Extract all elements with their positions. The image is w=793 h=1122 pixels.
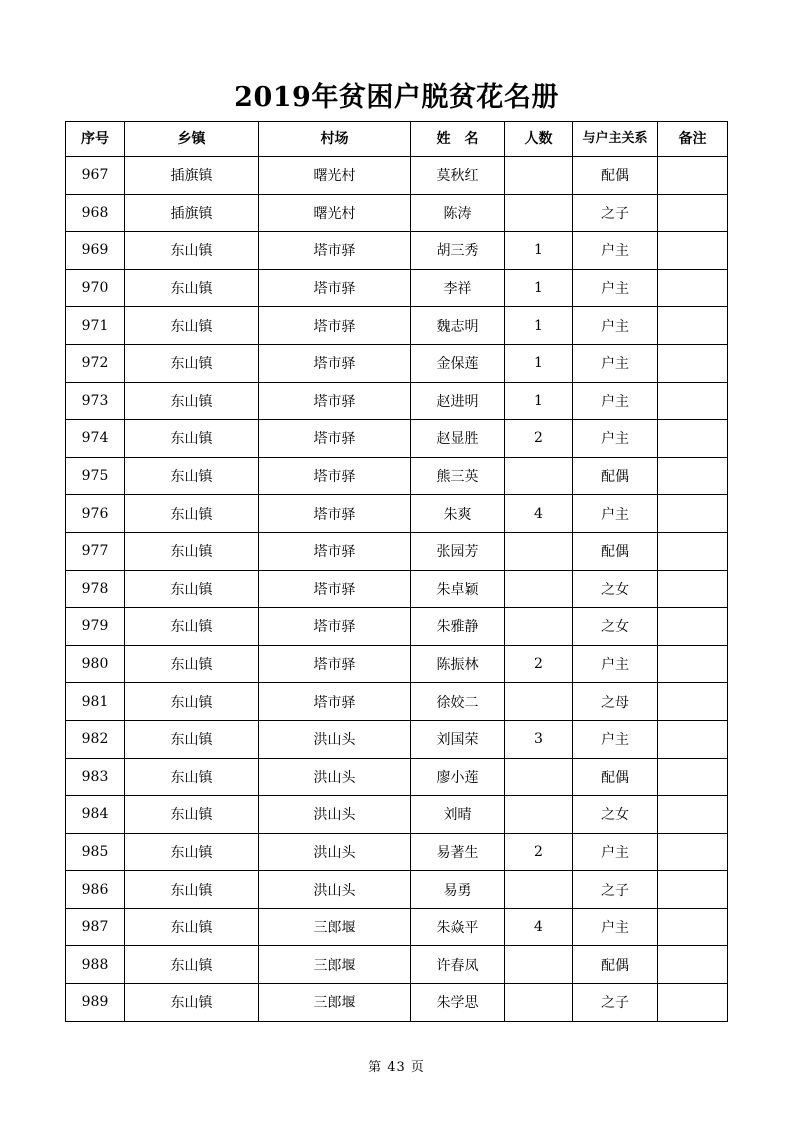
- cell-seq: 985: [66, 833, 125, 871]
- cell-count: [505, 157, 573, 195]
- header-village: 村场: [259, 122, 411, 157]
- cell-seq: 972: [66, 344, 125, 382]
- cell-relation: 之母: [573, 683, 658, 721]
- cell-name: 陈振林: [411, 645, 505, 683]
- cell-name: 莫秋红: [411, 157, 505, 195]
- cell-town: 东山镇: [125, 683, 259, 721]
- table-row: [66, 908, 728, 946]
- cell-seq: 983: [66, 758, 125, 796]
- cell-village: 塔市驿: [259, 683, 411, 721]
- cell-name: 陈涛: [411, 194, 505, 232]
- cell-relation: 户主: [573, 232, 658, 270]
- cell-seq: 973: [66, 382, 125, 420]
- cell-name: 朱爽: [411, 495, 505, 533]
- cell-seq: 970: [66, 269, 125, 307]
- table-row: [66, 457, 728, 495]
- cell-village: 塔市驿: [259, 344, 411, 382]
- cell-village: 洪山头: [259, 796, 411, 834]
- cell-name: 熊三英: [411, 457, 505, 495]
- cell-seq: 981: [66, 683, 125, 721]
- cell-town: 东山镇: [125, 232, 259, 270]
- cell-village: 塔市驿: [259, 495, 411, 533]
- cell-town: 插旗镇: [125, 157, 259, 195]
- cell-relation: 户主: [573, 382, 658, 420]
- cell-seq: 967: [66, 157, 125, 195]
- cell-name: 金保莲: [411, 344, 505, 382]
- cell-town: 东山镇: [125, 269, 259, 307]
- cell-count: [505, 194, 573, 232]
- cell-village: 三郎堰: [259, 984, 411, 1022]
- cell-remark: [658, 796, 728, 834]
- cell-town: 东山镇: [125, 908, 259, 946]
- cell-village: 曙光村: [259, 157, 411, 195]
- cell-remark: [658, 307, 728, 345]
- cell-name: 朱卓颖: [411, 570, 505, 608]
- cell-village: 塔市驿: [259, 645, 411, 683]
- cell-name: 许春凤: [411, 946, 505, 984]
- cell-relation: 户主: [573, 833, 658, 871]
- cell-count: 2: [505, 645, 573, 683]
- cell-seq: 971: [66, 307, 125, 345]
- cell-count: 1: [505, 307, 573, 345]
- cell-relation: 之子: [573, 871, 658, 909]
- cell-count: 1: [505, 344, 573, 382]
- cell-seq: 980: [66, 645, 125, 683]
- cell-seq: 978: [66, 570, 125, 608]
- cell-count: 4: [505, 908, 573, 946]
- cell-village: 洪山头: [259, 758, 411, 796]
- cell-seq: 984: [66, 796, 125, 834]
- cell-name: 朱焱平: [411, 908, 505, 946]
- cell-count: 1: [505, 232, 573, 270]
- cell-town: 东山镇: [125, 570, 259, 608]
- cell-count: 2: [505, 420, 573, 458]
- cell-count: [505, 946, 573, 984]
- table-row: [66, 683, 728, 721]
- cell-seq: 989: [66, 984, 125, 1022]
- table-row: [66, 194, 728, 232]
- cell-town: 东山镇: [125, 645, 259, 683]
- cell-town: 东山镇: [125, 608, 259, 646]
- cell-village: 塔市驿: [259, 457, 411, 495]
- table-row: [66, 758, 728, 796]
- document-title: 2019年贫困户脱贫花名册: [234, 82, 559, 113]
- cell-village: 塔市驿: [259, 232, 411, 270]
- cell-name: 刘国荣: [411, 720, 505, 758]
- cell-remark: [658, 495, 728, 533]
- cell-count: [505, 758, 573, 796]
- cell-town: 东山镇: [125, 457, 259, 495]
- cell-relation: 户主: [573, 269, 658, 307]
- cell-seq: 986: [66, 871, 125, 909]
- cell-remark: [658, 157, 728, 195]
- table-row: [66, 232, 728, 270]
- cell-name: 朱雅静: [411, 608, 505, 646]
- cell-relation: 户主: [573, 307, 658, 345]
- cell-seq: 987: [66, 908, 125, 946]
- cell-town: 东山镇: [125, 833, 259, 871]
- cell-village: 三郎堰: [259, 946, 411, 984]
- cell-count: 2: [505, 833, 573, 871]
- cell-remark: [658, 269, 728, 307]
- table-row: [66, 269, 728, 307]
- cell-seq: 979: [66, 608, 125, 646]
- cell-relation: 户主: [573, 908, 658, 946]
- cell-town: 东山镇: [125, 984, 259, 1022]
- cell-village: 塔市驿: [259, 307, 411, 345]
- cell-remark: [658, 720, 728, 758]
- cell-remark: [658, 420, 728, 458]
- cell-town: 东山镇: [125, 871, 259, 909]
- header-count: 人数: [505, 122, 573, 157]
- cell-village: 洪山头: [259, 720, 411, 758]
- header-row: [66, 122, 728, 157]
- cell-relation: 之女: [573, 570, 658, 608]
- cell-name: 易勇: [411, 871, 505, 909]
- cell-seq: 988: [66, 946, 125, 984]
- cell-relation: 配偶: [573, 157, 658, 195]
- cell-seq: 974: [66, 420, 125, 458]
- cell-town: 东山镇: [125, 420, 259, 458]
- header-town: 乡镇: [125, 122, 259, 157]
- cell-count: [505, 608, 573, 646]
- cell-relation: 之女: [573, 796, 658, 834]
- cell-town: 东山镇: [125, 720, 259, 758]
- cell-name: 李祥: [411, 269, 505, 307]
- cell-town: 插旗镇: [125, 194, 259, 232]
- cell-town: 东山镇: [125, 382, 259, 420]
- cell-remark: [658, 344, 728, 382]
- cell-seq: 968: [66, 194, 125, 232]
- table-row: [66, 570, 728, 608]
- cell-count: [505, 683, 573, 721]
- table-row: [66, 532, 728, 570]
- table-row: [66, 871, 728, 909]
- table-row: [66, 720, 728, 758]
- cell-relation: 之女: [573, 608, 658, 646]
- cell-name: 刘晴: [411, 796, 505, 834]
- cell-village: 曙光村: [259, 194, 411, 232]
- cell-remark: [658, 532, 728, 570]
- cell-village: 塔市驿: [259, 269, 411, 307]
- table-body: [66, 157, 728, 1022]
- cell-seq: 969: [66, 232, 125, 270]
- table-row: [66, 833, 728, 871]
- cell-name: 张园芳: [411, 532, 505, 570]
- cell-relation: 户主: [573, 495, 658, 533]
- cell-count: [505, 570, 573, 608]
- cell-remark: [658, 946, 728, 984]
- cell-village: 塔市驿: [259, 532, 411, 570]
- cell-remark: [658, 833, 728, 871]
- cell-village: 塔市驿: [259, 382, 411, 420]
- header-remark: 备注: [658, 122, 728, 157]
- cell-relation: 配偶: [573, 758, 658, 796]
- cell-name: 易著生: [411, 833, 505, 871]
- cell-town: 东山镇: [125, 796, 259, 834]
- cell-remark: [658, 758, 728, 796]
- table-row: [66, 382, 728, 420]
- table-header: [66, 122, 728, 157]
- cell-village: 洪山头: [259, 833, 411, 871]
- cell-name: 赵进明: [411, 382, 505, 420]
- cell-remark: [658, 683, 728, 721]
- table-row: [66, 645, 728, 683]
- cell-village: 塔市驿: [259, 420, 411, 458]
- cell-count: [505, 457, 573, 495]
- cell-seq: 975: [66, 457, 125, 495]
- table-row: [66, 157, 728, 195]
- cell-relation: 配偶: [573, 532, 658, 570]
- table-row: [66, 344, 728, 382]
- cell-name: 魏志明: [411, 307, 505, 345]
- cell-relation: 配偶: [573, 946, 658, 984]
- table-row: [66, 495, 728, 533]
- cell-seq: 977: [66, 532, 125, 570]
- cell-count: [505, 532, 573, 570]
- cell-town: 东山镇: [125, 495, 259, 533]
- header-seq: 序号: [66, 122, 125, 157]
- table-row: [66, 420, 728, 458]
- cell-town: 东山镇: [125, 307, 259, 345]
- cell-name: 朱学思: [411, 984, 505, 1022]
- cell-seq: 982: [66, 720, 125, 758]
- cell-town: 东山镇: [125, 758, 259, 796]
- cell-remark: [658, 645, 728, 683]
- cell-remark: [658, 908, 728, 946]
- poverty-roster-table: [65, 121, 728, 1022]
- header-name: 姓 名: [411, 122, 505, 157]
- cell-relation: 户主: [573, 720, 658, 758]
- cell-name: 赵显胜: [411, 420, 505, 458]
- cell-village: 塔市驿: [259, 570, 411, 608]
- cell-relation: 户主: [573, 645, 658, 683]
- cell-count: [505, 796, 573, 834]
- page-number: 第 43 页: [368, 1060, 425, 1075]
- cell-remark: [658, 232, 728, 270]
- header-relation: 与户主关系: [573, 122, 658, 157]
- cell-name: 徐姣二: [411, 683, 505, 721]
- cell-name: 廖小莲: [411, 758, 505, 796]
- cell-village: 三郎堰: [259, 908, 411, 946]
- cell-relation: 户主: [573, 420, 658, 458]
- cell-town: 东山镇: [125, 946, 259, 984]
- table-row: [66, 307, 728, 345]
- table-row: [66, 608, 728, 646]
- cell-town: 东山镇: [125, 532, 259, 570]
- cell-seq: 976: [66, 495, 125, 533]
- cell-count: [505, 871, 573, 909]
- cell-remark: [658, 570, 728, 608]
- cell-remark: [658, 457, 728, 495]
- cell-relation: 之子: [573, 984, 658, 1022]
- cell-remark: [658, 984, 728, 1022]
- cell-count: 1: [505, 269, 573, 307]
- cell-remark: [658, 382, 728, 420]
- cell-relation: 之子: [573, 194, 658, 232]
- cell-relation: 户主: [573, 344, 658, 382]
- cell-remark: [658, 871, 728, 909]
- cell-remark: [658, 608, 728, 646]
- cell-village: 塔市驿: [259, 608, 411, 646]
- table-row: [66, 984, 728, 1022]
- cell-count: [505, 984, 573, 1022]
- cell-relation: 配偶: [573, 457, 658, 495]
- cell-count: 1: [505, 382, 573, 420]
- cell-count: 3: [505, 720, 573, 758]
- table-row: [66, 796, 728, 834]
- cell-name: 胡三秀: [411, 232, 505, 270]
- cell-town: 东山镇: [125, 344, 259, 382]
- cell-count: 4: [505, 495, 573, 533]
- cell-village: 洪山头: [259, 871, 411, 909]
- cell-remark: [658, 194, 728, 232]
- table-row: [66, 946, 728, 984]
